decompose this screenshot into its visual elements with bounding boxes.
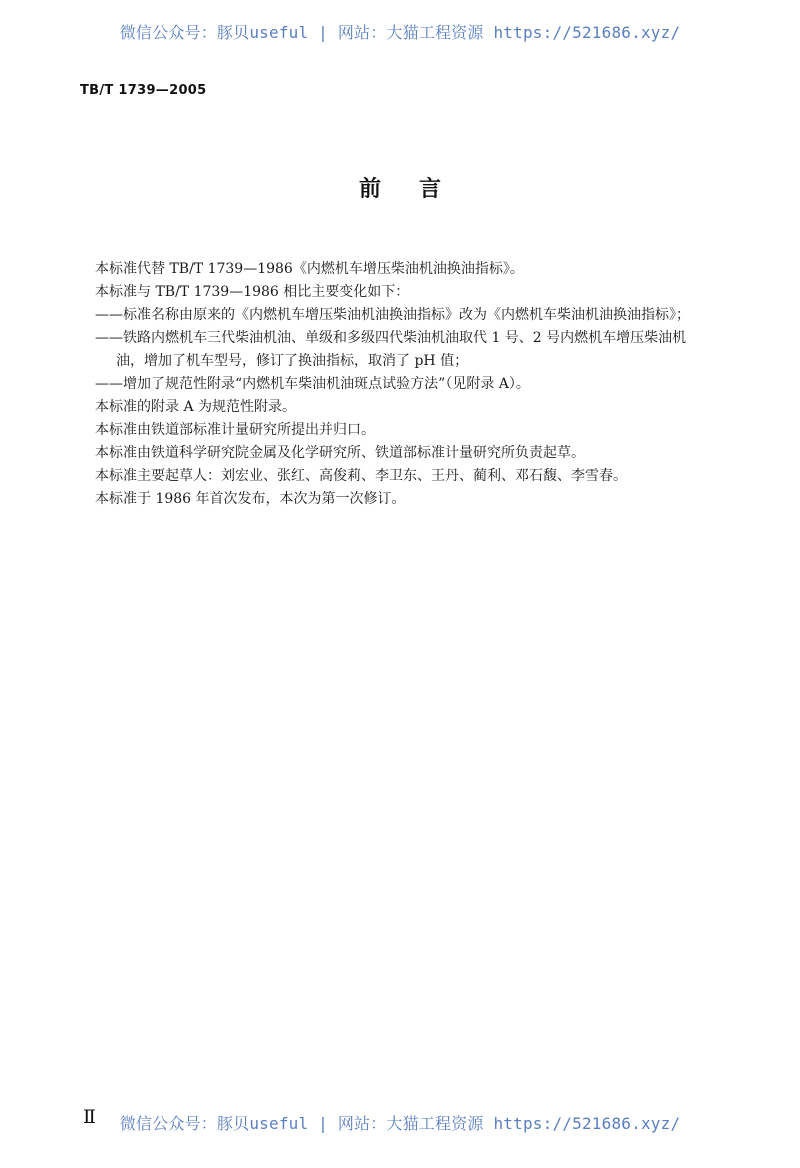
list-item-continuation: 油，增加了机车型号，修订了换油指标，取消了 pH 值； xyxy=(116,353,469,369)
list-item: ——铁路内燃机车三代柴油机油、单级和多级四代柴油机油取代 1 号、2 号内燃机车增压柴油机 xyxy=(95,330,687,346)
page-title: 前言 xyxy=(358,177,479,202)
paragraph: 本标准于 1986 年首次发布，本次为第一次修订。 xyxy=(95,491,406,507)
paragraph: 本标准与 TB/T 1739—1986 相比主要变化如下： xyxy=(95,284,410,300)
paragraph: 本标准的附录 A 为规范性附录。 xyxy=(95,399,297,415)
paragraph: 本标准主要起草人：刘宏业、张红、高俊莉、李卫东、王丹、蔺利、邓石馥、李雪春。 xyxy=(95,468,627,484)
list-item: ——增加了规范性附录“内燃机车柴油机油斑点试验方法”（见附录 A）。 xyxy=(95,376,530,392)
standard-code: TB/T 1739—2005 xyxy=(80,83,207,98)
watermark-bottom: 微信公众号：豚贝useful | 网站：大猫工程资源 https://521686.xyz/ xyxy=(119,1114,681,1133)
list-item: ——标准名称由原来的《内燃机车增压柴油机油换油指标》改为《内燃机车柴油机油换油指标》； xyxy=(95,307,690,323)
paragraph: 本标准由铁道科学研究院金属及化学研究所、铁道部标准计量研究所负责起草。 xyxy=(95,445,585,461)
watermark-top: 微信公众号：豚贝useful | 网站：大猫工程资源 https://521686.xyz/ xyxy=(119,23,681,42)
page-number: Ⅱ xyxy=(83,1106,96,1128)
paragraph: 本标准由铁道部标准计量研究所提出并归口。 xyxy=(95,422,375,438)
preface-body xyxy=(95,258,755,511)
paragraph: 本标准代替 TB/T 1739—1986《内燃机车增压柴油机油换油指标》。 xyxy=(95,261,524,277)
